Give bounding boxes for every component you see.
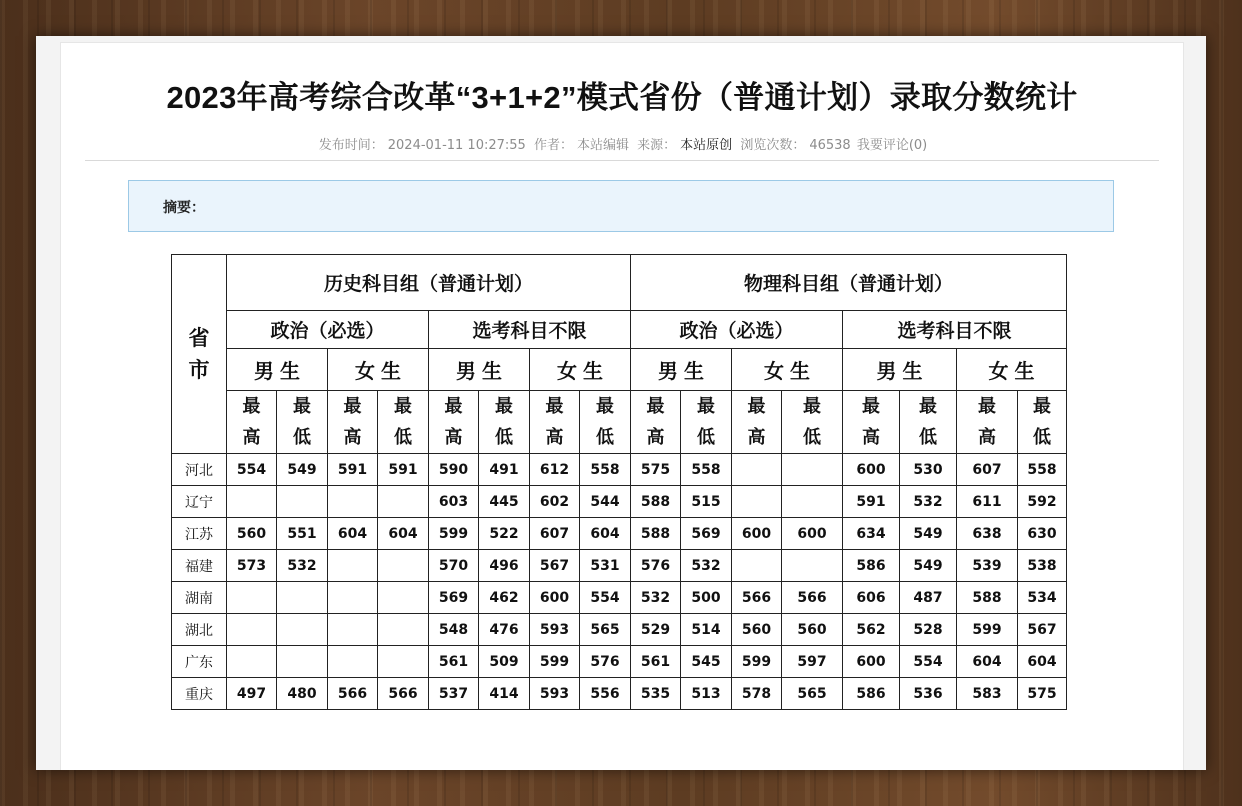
minmax-header-char: 最 [919,396,938,417]
history-group-header: 历史科目组（普通计划） [227,255,631,311]
score-cell: 591 [328,454,378,486]
province-header-line2: 市 [188,357,210,382]
score-cell: 534 [1018,582,1067,614]
score-cell: 604 [580,518,631,550]
minmax-header [957,391,1018,454]
score-cell: 529 [631,614,681,646]
score-cell: 592 [1018,486,1067,518]
minmax-header-char: 低 [1033,427,1052,448]
minmax-header-char: 高 [444,427,463,448]
score-cell: 638 [957,518,1018,550]
minmax-header-char: 最 [495,396,513,417]
score-cell: 612 [530,454,580,486]
province-cell: 河北 [172,454,227,486]
score-cell: 566 [328,678,378,710]
sex-header-label: 女生 [557,359,609,383]
score-cell: 603 [429,486,479,518]
score-cell: 600 [843,646,900,678]
minmax-header [900,391,957,454]
views-count: 46538 [809,138,851,153]
score-cell: 588 [957,582,1018,614]
score-cell: 528 [900,614,957,646]
score-cell: 593 [530,678,580,710]
score-cell [732,454,782,486]
minmax-header-char: 高 [978,427,997,448]
score-cell: 600 [843,454,900,486]
minmax-header-char: 最 [803,396,822,417]
score-cell [732,550,782,582]
score-cell: 558 [681,454,732,486]
score-cell: 558 [1018,454,1067,486]
score-cell: 544 [580,486,631,518]
score-cell: 567 [530,550,580,582]
score-cell: 549 [900,518,957,550]
score-cell: 583 [957,678,1018,710]
score-cell [378,582,429,614]
score-cell: 539 [957,550,1018,582]
score-cell: 551 [277,518,328,550]
physics-group-header: 物理科目组（普通计划） [631,255,1067,311]
source-name: 本站原创 [680,138,733,153]
score-cell: 414 [479,678,530,710]
author-label: 作者： [533,138,573,153]
province-cell: 福建 [172,550,227,582]
score-cell: 562 [843,614,900,646]
province-header [172,255,227,454]
article-page [60,42,1184,770]
minmax-header [732,391,782,454]
score-cell: 590 [429,454,479,486]
score-cell: 586 [843,678,900,710]
province-cell: 江苏 [172,518,227,550]
minmax-header-char: 最 [343,396,362,417]
minmax-header-char: 低 [697,427,716,448]
score-cell: 630 [1018,518,1067,550]
score-cell [328,486,378,518]
minmax-header [378,391,429,454]
score-cell: 556 [580,678,631,710]
score-cell [782,550,843,582]
score-cell: 476 [479,614,530,646]
score-table-container [171,254,1067,710]
publish-label: 发布时间： [318,138,384,153]
score-cell: 604 [957,646,1018,678]
sex-header [843,349,957,391]
sex-header-row [172,349,1067,391]
score-cell: 532 [631,582,681,614]
score-cell: 561 [429,646,479,678]
subgroup-header: 政治（必选） [631,311,843,349]
sex-header [530,349,631,391]
province-cell: 广东 [172,646,227,678]
source-label: 来源： [637,138,677,153]
score-cell: 500 [681,582,732,614]
score-cell [227,582,277,614]
sex-header [227,349,328,391]
score-cell [227,486,277,518]
score-cell: 578 [732,678,782,710]
score-cell [378,646,429,678]
score-cell: 611 [957,486,1018,518]
article-meta [61,134,1183,153]
score-cell: 560 [227,518,277,550]
score-cell [378,486,429,518]
minmax-header-char: 高 [747,427,766,448]
province-cell: 重庆 [172,678,227,710]
score-cell: 575 [631,454,681,486]
table-row [172,678,1067,710]
score-table-body [172,454,1067,710]
minmax-header-char: 最 [394,396,412,417]
subgroup-header: 选考科目不限 [429,311,631,349]
minmax-header-char: 低 [495,427,513,448]
score-cell [277,614,328,646]
score-cell: 491 [479,454,530,486]
score-cell: 599 [732,646,782,678]
score-cell [227,646,277,678]
article-title: 2023年高考综合改革“3+1+2”模式省份（普通计划）录取分数统计 [166,80,1078,115]
sex-header-label: 女生 [764,359,817,383]
minmax-header-char: 最 [978,396,997,417]
minmax-header [530,391,580,454]
score-cell: 599 [530,646,580,678]
score-cell: 606 [843,582,900,614]
score-cell: 513 [681,678,732,710]
province-cell: 湖北 [172,614,227,646]
sex-header [631,349,732,391]
score-cell: 576 [580,646,631,678]
table-row [172,646,1067,678]
score-cell: 522 [479,518,530,550]
score-cell [328,582,378,614]
score-cell: 554 [580,582,631,614]
minmax-header-char: 低 [596,427,614,448]
minmax-header [328,391,378,454]
table-row [172,518,1067,550]
score-cell: 549 [900,550,957,582]
score-cell: 634 [843,518,900,550]
score-cell: 604 [328,518,378,550]
score-cell: 591 [843,486,900,518]
paper-sheet [36,36,1206,770]
minmax-header-char: 低 [293,427,311,448]
score-cell: 538 [1018,550,1067,582]
score-cell: 532 [277,550,328,582]
minmax-header [1018,391,1067,454]
minmax-header-char: 高 [862,427,881,448]
minmax-header-char: 最 [1033,396,1052,417]
score-cell: 509 [479,646,530,678]
summary-label: 摘要： [163,200,205,216]
minmax-header-char: 最 [545,396,564,417]
table-row [172,550,1067,582]
score-cell: 565 [580,614,631,646]
province-header-line1: 省 [188,325,210,350]
score-cell: 576 [631,550,681,582]
score-cell: 586 [843,550,900,582]
minmax-header [681,391,732,454]
score-cell: 575 [1018,678,1067,710]
score-cell: 600 [732,518,782,550]
score-cell [328,646,378,678]
comment-link[interactable]: 我要评论(0) [856,138,928,153]
score-cell: 593 [530,614,580,646]
score-table [171,254,1067,710]
score-cell: 497 [227,678,277,710]
score-cell: 532 [681,550,732,582]
score-cell: 515 [681,486,732,518]
score-cell: 554 [900,646,957,678]
score-cell [732,486,782,518]
score-cell: 496 [479,550,530,582]
score-cell [378,550,429,582]
minmax-header [277,391,328,454]
score-cell: 607 [957,454,1018,486]
score-cell [328,614,378,646]
minmax-header-char: 最 [697,396,716,417]
score-cell: 588 [631,486,681,518]
minmax-header-char: 最 [747,396,766,417]
minmax-header-char: 最 [646,396,665,417]
author-name: 本站编辑 [576,138,629,153]
minmax-header-char: 低 [803,427,822,448]
score-cell: 462 [479,582,530,614]
score-cell: 599 [957,614,1018,646]
score-cell: 532 [900,486,957,518]
score-cell: 480 [277,678,328,710]
minmax-header-char: 高 [545,427,564,448]
score-cell [378,614,429,646]
minmax-header-char: 最 [242,396,261,417]
minmax-header [631,391,681,454]
score-cell: 536 [900,678,957,710]
sex-header [957,349,1067,391]
score-cell [328,550,378,582]
score-cell: 566 [782,582,843,614]
sex-header-label: 男生 [254,359,306,383]
province-cell: 辽宁 [172,486,227,518]
score-cell: 566 [378,678,429,710]
score-cell: 537 [429,678,479,710]
minmax-header-char: 最 [862,396,881,417]
sex-header-label: 女生 [988,359,1041,383]
score-cell: 561 [631,646,681,678]
score-cell: 530 [900,454,957,486]
publish-time: 2024-01-11 10:27:55 [387,138,526,153]
sex-header-label: 男生 [456,359,508,383]
score-cell: 554 [227,454,277,486]
score-cell: 604 [1018,646,1067,678]
score-cell [277,646,328,678]
minmax-header-char: 高 [343,427,362,448]
table-row [172,582,1067,614]
score-cell: 569 [429,582,479,614]
sex-header-label: 男生 [658,359,711,383]
score-cell: 549 [277,454,328,486]
subgroup-header-row [172,311,1067,349]
province-cell: 湖南 [172,582,227,614]
views-label: 浏览次数： [740,138,806,153]
score-cell: 607 [530,518,580,550]
score-cell: 573 [227,550,277,582]
score-cell [782,486,843,518]
table-row [172,486,1067,518]
score-cell: 445 [479,486,530,518]
score-cell: 600 [782,518,843,550]
score-cell: 548 [429,614,479,646]
score-cell: 597 [782,646,843,678]
score-cell: 570 [429,550,479,582]
score-cell: 531 [580,550,631,582]
score-cell: 567 [1018,614,1067,646]
score-cell [227,614,277,646]
minmax-header [580,391,631,454]
minmax-header-char: 低 [394,427,412,448]
score-cell: 588 [631,518,681,550]
score-cell [277,582,328,614]
score-cell: 599 [429,518,479,550]
minmax-header-char: 最 [596,396,614,417]
score-cell: 514 [681,614,732,646]
sex-header [328,349,429,391]
score-cell: 560 [782,614,843,646]
sex-header-label: 女生 [355,359,407,383]
score-cell: 545 [681,646,732,678]
minmax-header-char: 最 [293,396,311,417]
score-cell: 566 [732,582,782,614]
score-cell: 565 [782,678,843,710]
minmax-header [782,391,843,454]
score-cell [277,486,328,518]
sex-header [732,349,843,391]
minmax-header-row [172,391,1067,454]
score-cell: 560 [732,614,782,646]
subgroup-header: 政治（必选） [227,311,429,349]
minmax-header [843,391,900,454]
score-cell: 604 [378,518,429,550]
title-divider [85,160,1159,161]
score-cell: 591 [378,454,429,486]
score-cell: 569 [681,518,732,550]
minmax-header [429,391,479,454]
minmax-header-char: 高 [646,427,665,448]
score-cell: 558 [580,454,631,486]
minmax-header-char: 低 [919,427,938,448]
subgroup-header: 选考科目不限 [843,311,1067,349]
minmax-header-char: 最 [444,396,463,417]
score-cell: 600 [530,582,580,614]
minmax-header [227,391,277,454]
score-cell: 487 [900,582,957,614]
table-row [172,614,1067,646]
score-cell [782,454,843,486]
sex-header-label: 男生 [876,359,929,383]
table-row [172,454,1067,486]
minmax-header [479,391,530,454]
summary-box [128,180,1114,232]
score-cell: 602 [530,486,580,518]
minmax-header-char: 高 [242,427,261,448]
score-cell: 535 [631,678,681,710]
sex-header [429,349,530,391]
